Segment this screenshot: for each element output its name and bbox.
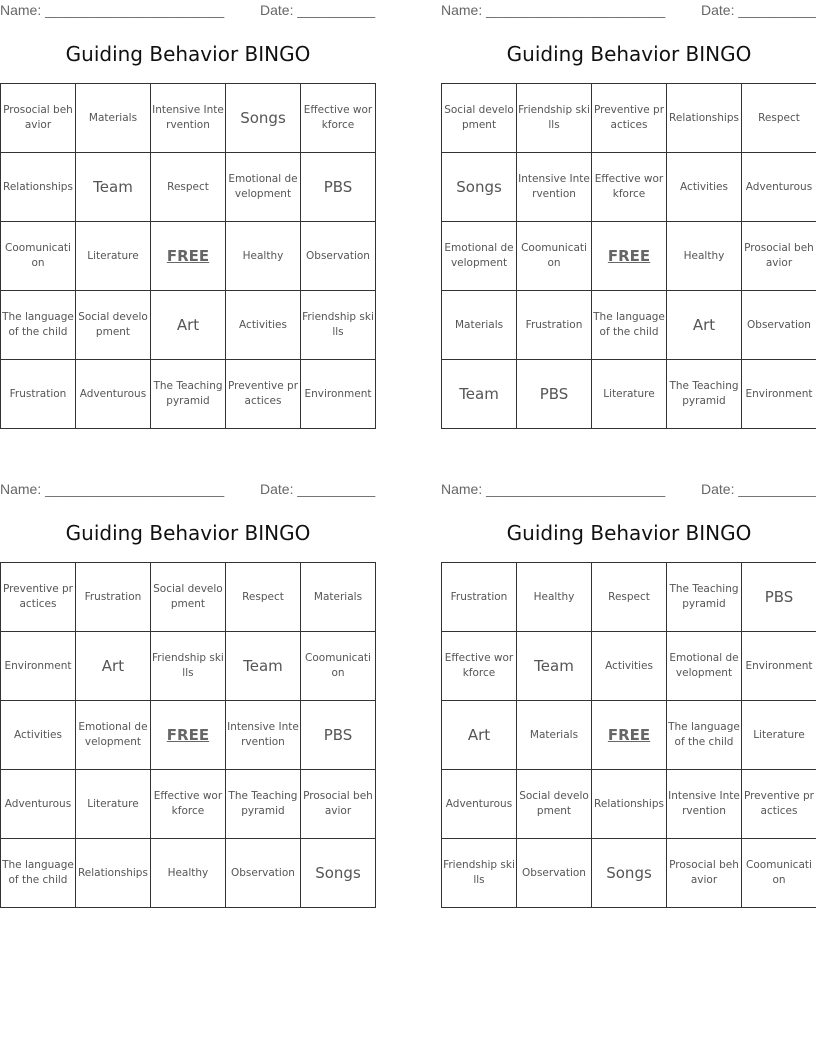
bingo-cell[interactable]: PBS [517, 360, 592, 429]
grid-row [1, 291, 376, 360]
bingo-cell[interactable]: Activities [226, 291, 301, 360]
bingo-cell[interactable]: Observation [741, 291, 816, 360]
bingo-cell[interactable]: Environment [741, 632, 816, 701]
bingo-cell[interactable]: Emotional development [667, 632, 742, 701]
bingo-cell[interactable]: Intensive Intervention [225, 701, 300, 770]
bingo-cell[interactable]: Social development [75, 291, 150, 360]
bingo-cell[interactable]: PBS [300, 701, 375, 770]
date-field[interactable]: Date: __________ [701, 2, 816, 18]
bingo-cell[interactable]: Friendship skills [150, 632, 225, 701]
bingo-cell[interactable]: Team [442, 360, 517, 429]
bingo-cell[interactable]: The Teaching pyramid [225, 770, 300, 839]
grid-row [1, 770, 376, 839]
name-field[interactable]: Name: _______________________ [441, 481, 666, 497]
bingo-grid [441, 562, 816, 908]
bingo-cell[interactable]: Healthy [516, 563, 591, 632]
bingo-cell[interactable]: Preventive practices [592, 84, 667, 153]
bingo-cell[interactable]: Social development [516, 770, 591, 839]
grid-row [1, 701, 376, 770]
bingo-cell[interactable]: Environment [300, 360, 375, 429]
bingo-cell[interactable]: Emotional development [226, 153, 301, 222]
grid-row [1, 222, 376, 291]
bingo-cell[interactable]: Art [151, 291, 226, 360]
bingo-cell[interactable]: Materials [442, 291, 517, 360]
bingo-grid [0, 562, 376, 908]
bingo-cell[interactable]: PBS [300, 153, 375, 222]
grid-row [1, 153, 376, 222]
bingo-cell[interactable]: Activities [667, 153, 742, 222]
bingo-cell[interactable]: Coomunication [1, 222, 76, 291]
bingo-cell[interactable]: The language of the child [667, 701, 742, 770]
bingo-cell[interactable]: Materials [516, 701, 591, 770]
bingo-cell[interactable]: Environment [741, 360, 816, 429]
bingo-cell[interactable]: Team [516, 632, 591, 701]
bingo-cell[interactable]: Frustration [517, 291, 592, 360]
grid-row [442, 701, 816, 770]
bingo-cell[interactable]: Relationships [1, 153, 76, 222]
bingo-cell[interactable]: Songs [226, 84, 301, 153]
bingo-cell[interactable]: Songs [300, 839, 375, 908]
bingo-cell[interactable]: Effective workforce [300, 84, 375, 153]
bingo-cell[interactable]: Social development [150, 563, 225, 632]
bingo-cell[interactable]: Coomunication [741, 839, 816, 908]
bingo-cell[interactable]: Team [225, 632, 300, 701]
bingo-cell[interactable]: Literature [741, 701, 816, 770]
card-title: Guiding Behavior BINGO [506, 521, 752, 545]
grid-row [1, 632, 376, 701]
bingo-cell[interactable]: Prosocial behavior [300, 770, 375, 839]
bingo-cell[interactable]: Adventurous [1, 770, 76, 839]
bingo-grid [441, 83, 816, 429]
bingo-cell[interactable]: Art [75, 632, 150, 701]
bingo-cell[interactable]: Effective workforce [150, 770, 225, 839]
bingo-cell[interactable]: Friendship skills [517, 84, 592, 153]
bingo-cell[interactable]: The Teaching pyramid [151, 360, 226, 429]
bingo-cell[interactable]: The language of the child [1, 839, 76, 908]
bingo-cell[interactable]: Emotional development [75, 701, 150, 770]
bingo-cell[interactable]: Effective workforce [442, 632, 517, 701]
bingo-cell[interactable]: Frustration [442, 563, 517, 632]
grid-row [442, 563, 816, 632]
bingo-grid [0, 83, 376, 429]
bingo-cell[interactable]: Healthy [226, 222, 301, 291]
free-space[interactable]: FREE [592, 222, 667, 291]
bingo-cell[interactable]: Healthy [667, 222, 742, 291]
name-field[interactable]: Name: _______________________ [0, 2, 225, 18]
bingo-cell[interactable]: Respect [592, 563, 667, 632]
bingo-cell[interactable]: Respect [741, 84, 816, 153]
bingo-cell[interactable]: Adventurous [75, 360, 150, 429]
grid-row [1, 563, 376, 632]
bingo-cell[interactable]: Literature [592, 360, 667, 429]
bingo-cell[interactable]: Healthy [150, 839, 225, 908]
bingo-cell[interactable]: Relationships [667, 84, 742, 153]
bingo-cell[interactable]: Observation [300, 222, 375, 291]
bingo-cell[interactable]: Intensive Intervention [517, 153, 592, 222]
grid-row [442, 153, 816, 222]
grid-row [1, 839, 376, 908]
date-field[interactable]: Date: __________ [260, 2, 376, 18]
bingo-cell[interactable]: PBS [741, 563, 816, 632]
bingo-cell[interactable]: Team [75, 153, 150, 222]
bingo-cell[interactable]: Environment [1, 632, 76, 701]
bingo-cell[interactable]: Preventive practices [1, 563, 76, 632]
bingo-cell[interactable]: Coomunication [517, 222, 592, 291]
bingo-cell[interactable]: Friendship skills [300, 291, 375, 360]
bingo-cell[interactable]: Preventive practices [741, 770, 816, 839]
bingo-cell[interactable]: Frustration [1, 360, 76, 429]
grid-row [442, 222, 816, 291]
grid-row [442, 770, 816, 839]
bingo-cell[interactable]: Adventurous [741, 153, 816, 222]
grid-row [442, 632, 816, 701]
card-title: Guiding Behavior BINGO [65, 521, 311, 545]
card-header [0, 481, 376, 499]
grid-row [442, 839, 816, 908]
bingo-cell[interactable]: Art [667, 291, 742, 360]
grid-row [442, 360, 816, 429]
bingo-cell[interactable]: Prosocial behavior [667, 839, 742, 908]
bingo-cell[interactable]: Friendship skills [442, 839, 517, 908]
bingo-cell[interactable]: Prosocial behavior [741, 222, 816, 291]
bingo-cell[interactable]: The Teaching pyramid [667, 360, 742, 429]
bingo-cell[interactable]: Activities [1, 701, 76, 770]
bingo-cell[interactable]: Activities [592, 632, 667, 701]
bingo-cell[interactable]: Preventive practices [226, 360, 301, 429]
bingo-cell[interactable]: Respect [151, 153, 226, 222]
bingo-cell[interactable]: Relationships [592, 770, 667, 839]
card-header [441, 481, 816, 499]
bingo-cell[interactable]: Observation [516, 839, 591, 908]
bingo-cell[interactable]: Relationships [75, 839, 150, 908]
bingo-cell[interactable]: Songs [592, 839, 667, 908]
free-space[interactable]: FREE [150, 701, 225, 770]
bingo-cell[interactable]: Materials [75, 84, 150, 153]
bingo-cell[interactable]: Prosocial behavior [1, 84, 76, 153]
bingo-cell[interactable]: Social development [442, 84, 517, 153]
card-header [441, 2, 816, 20]
grid-row [1, 360, 376, 429]
card-title: Guiding Behavior BINGO [506, 42, 752, 66]
date-field[interactable]: Date: __________ [260, 481, 376, 497]
card-title: Guiding Behavior BINGO [65, 42, 311, 66]
card-header [0, 2, 376, 20]
bingo-cell[interactable]: Observation [225, 839, 300, 908]
bingo-cell[interactable]: Effective workforce [592, 153, 667, 222]
free-space[interactable]: FREE [151, 222, 226, 291]
bingo-cell[interactable]: Coomunication [300, 632, 375, 701]
bingo-cell[interactable]: The language of the child [592, 291, 667, 360]
bingo-cell[interactable]: Emotional development [442, 222, 517, 291]
bingo-cell[interactable]: Literature [75, 770, 150, 839]
bingo-cell[interactable]: Literature [75, 222, 150, 291]
bingo-cell[interactable]: Frustration [75, 563, 150, 632]
bingo-cell[interactable]: The language of the child [1, 291, 76, 360]
bingo-cell[interactable]: Intensive Intervention [667, 770, 742, 839]
grid-row [442, 84, 816, 153]
bingo-cell[interactable]: Materials [300, 563, 375, 632]
bingo-cell[interactable]: Art [442, 701, 517, 770]
bingo-cell[interactable]: Intensive Intervention [151, 84, 226, 153]
name-field[interactable]: Name: _______________________ [441, 2, 666, 18]
bingo-cell[interactable]: Songs [442, 153, 517, 222]
name-field[interactable]: Name: _______________________ [0, 481, 225, 497]
grid-row [442, 291, 816, 360]
date-field[interactable]: Date: __________ [701, 481, 816, 497]
bingo-cell[interactable]: The Teaching pyramid [667, 563, 742, 632]
grid-row [1, 84, 376, 153]
free-space[interactable]: FREE [592, 701, 667, 770]
bingo-cell[interactable]: Adventurous [442, 770, 517, 839]
bingo-cell[interactable]: Respect [225, 563, 300, 632]
